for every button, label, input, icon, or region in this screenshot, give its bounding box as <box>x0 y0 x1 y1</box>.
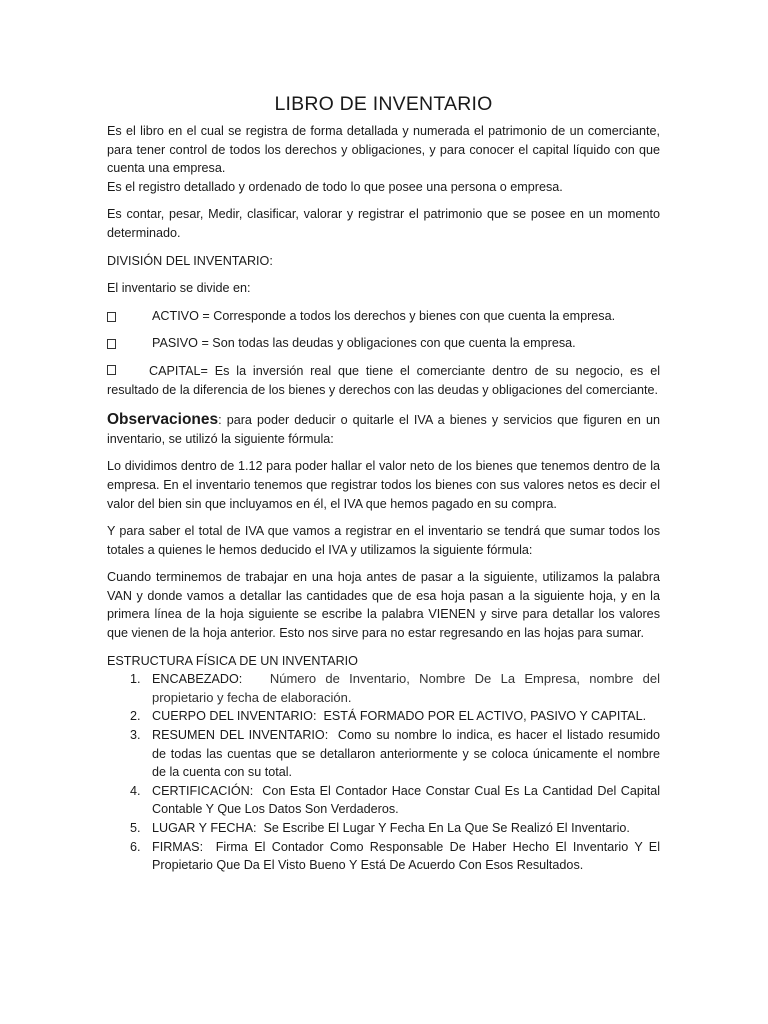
structure-text: Firma El Contador Como Responsable De Haber Hecho El Inventario Y El Propietario Que Da El Visto Bueno Y Está De Acuerdo Con Esos Resultados. <box>152 839 661 873</box>
bullet-text: CAPITAL= Es la inversión real que tiene el comerciante dentro de su negocio, es el resultado de la diferencia de los bienes y derechos con las deudas y obligaciones del comerciante. <box>107 363 660 397</box>
bullet-item-capital <box>107 362 660 399</box>
structure-label: CUERPO DEL INVENTARIO: <box>152 709 317 724</box>
bullet-box-icon <box>107 365 116 375</box>
structure-label: FIRMAS: <box>152 839 204 854</box>
structure-item: 3. RESUMEN DEL INVENTARIO: Como su nombre lo indica, es hacer el listado resumido de todas las cuentas que se detallaron anteriormente y se coloca únicamente el nombre de la cuenta con su total. <box>130 728 660 780</box>
bullet-box-icon <box>107 334 152 353</box>
structure-item: 5. LUGAR Y FECHA: Se Escribe El Lugar Y Fecha En La Que Se Realizó El Inventario. <box>130 821 630 835</box>
structure-label: LUGAR Y FECHA: <box>152 821 257 835</box>
observations-text: : para poder deducir o quitarle el IVA a bienes y servicios que figuren en un inventario, se utilizó la siguiente fórmula: <box>107 413 660 446</box>
structure-item: 1. ENCABEZADO: Número de Inventario, Nombre De La Empresa, nombre del propietario y fecha de elaboración. <box>130 671 660 705</box>
division-intro: El inventario se divide en: <box>107 281 251 296</box>
observations-paragraph <box>107 411 660 448</box>
structure-item: 6. FIRMAS: Firma El Contador Como Responsable De Haber Hecho El Inventario Y El Propietario Que Da El Visto Bueno Y Está De Acuerdo Con Esos Resultados. <box>130 839 661 873</box>
bullet-item-pasivo <box>107 334 660 353</box>
intro-paragraph-2: Es el registro detallado y ordenado de todo lo que posee una persona o empresa. <box>107 179 563 194</box>
body-paragraph-2: Y para saber el total de IVA que vamos a registrar en el inventario se tendrá que sumar todos los totales a quienes le hemos deducido el IVA y utilizamos la siguiente fórmula: <box>107 524 660 557</box>
structure-text: Como su nombre lo indica, es hacer el listado resumido de todas las cuentas que se detallaron anteriormente y se coloca únicamente el nombre de la cuenta con su total. <box>152 728 660 780</box>
observations-label: Observaciones <box>107 411 219 429</box>
bullet-text: ACTIVO = Corresponde a todos los derechos y bienes con que cuenta la empresa. <box>152 308 616 323</box>
bullet-box-icon <box>107 307 152 326</box>
structure-text: Número de Inventario, Nombre De La Empresa, nombre del propietario y fecha de elaboración. <box>152 671 660 705</box>
structure-label: ENCABEZADO: <box>152 672 243 687</box>
structure-text: Con Esta El Contador Hace Constar Cual Es La Cantidad Del Capital Contable Y Que Los Datos Son Verdaderos. <box>152 783 660 817</box>
bullet-item-activo <box>107 307 660 326</box>
intro-paragraph-1: Es el libro en el cual se registra de forma detallada y numerada el patrimonio de un comerciante, para tener control de todos los derechos y obligaciones, y para conocer el capital líquido con que cuenta una empresa. <box>107 124 660 176</box>
structure-heading: ESTRUCTURA FÍSICA DE UN INVENTARIO <box>107 653 358 668</box>
structure-text: ESTÁ FORMADO POR EL ACTIVO, PASIVO Y CAPITAL. <box>323 709 647 724</box>
intro-paragraph-3: Es contar, pesar, Medir, clasificar, valorar y registrar el patrimonio que se posee en un momento determinado. <box>107 207 660 240</box>
bullet-text: PASIVO = Son todas las deudas y obligaciones con que cuenta la empresa. <box>152 336 576 351</box>
structure-label: CERTIFICACIÓN: <box>152 783 254 798</box>
structure-item: 4. CERTIFICACIÓN: Con Esta El Contador Hace Constar Cual Es La Cantidad Del Capital Contable Y Que Los Datos Son Verdaderos. <box>130 783 660 817</box>
structure-label: RESUMEN DEL INVENTARIO: <box>152 728 329 743</box>
division-heading: DIVISIÓN DEL INVENTARIO: <box>107 253 273 268</box>
body-paragraph-1: Lo dividimos dentro de 1.12 para poder hallar el valor neto de los bienes que tenemos dentro de la empresa. En el inventario tenemos que registrar todos los bienes con sus valores netos es decir el valor del bien sin que incluyamos en él, el IVA que hemos pagado en su compra. <box>107 459 660 511</box>
document-title: LIBRO DE INVENTARIO <box>274 93 493 115</box>
structure-list <box>107 670 660 875</box>
body-paragraph-3: Cuando terminemos de trabajar en una hoja antes de pasar a la siguiente, utilizamos la palabra VAN y donde vamos a detallar las cantidades que de esa hoja pasan a la siguiente hoja, y en la primera línea de la hoja siguiente se escribe la palabra VIENEN y sirve para detallar los valores que vienen de la hoja anterior. Esto nos sirve para no estar regresando en las hojas para sumar. <box>107 570 660 641</box>
structure-text: Se Escribe El Lugar Y Fecha En La Que Se Realizó El Inventario. <box>263 821 630 835</box>
structure-item: 2. CUERPO DEL INVENTARIO: ESTÁ FORMADO POR EL ACTIVO, PASIVO Y CAPITAL. <box>130 709 647 724</box>
